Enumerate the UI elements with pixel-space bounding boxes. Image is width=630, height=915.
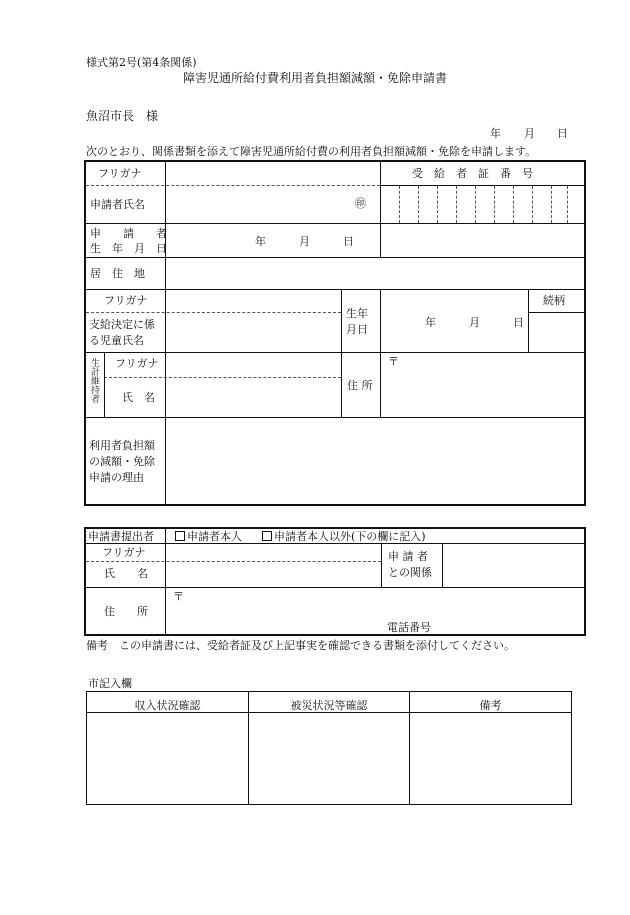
applicant-furigana-label: フリガナ bbox=[98, 167, 142, 180]
applicant-dob-label-1: 申 請 者 bbox=[90, 227, 167, 240]
office-table-title: 市記入欄 bbox=[88, 677, 132, 690]
guardian-name-label: 氏 名 bbox=[122, 391, 155, 404]
applicant-name-label: 申請者氏名 bbox=[90, 198, 145, 211]
applicant-dob-label-2: 生 年 月 日 bbox=[90, 242, 167, 255]
child-name-label: 支給決定に係る児童氏名 bbox=[89, 318, 155, 347]
child-dob-label: 生年月日 bbox=[346, 307, 368, 336]
intro-text: 次のとおり、関係書類を添えて障害児通所給付費の利用者負担額減額・免除を申請します。 bbox=[86, 145, 537, 158]
office-col-income: 収入状況確認 bbox=[134, 699, 201, 712]
office-col-disaster: 被災状況等確認 bbox=[290, 699, 368, 712]
option-self[interactable]: 申請者本人 bbox=[175, 531, 242, 542]
option-other[interactable]: 申請者本人以外(下の欄に記入) bbox=[262, 531, 426, 542]
date-month-label: 月 bbox=[524, 127, 535, 140]
date-day-label: 日 bbox=[557, 127, 568, 140]
address-label: 居 住 地 bbox=[90, 267, 145, 280]
submitter-postal-mark: 〒 bbox=[173, 590, 184, 603]
document-title: 障害児通所給付費利用者負担額減額・免除申請書 bbox=[183, 71, 448, 85]
phone-label: 電話番号 bbox=[387, 621, 431, 634]
reason-label: 利用者負担額の減額・免除申請の理由 bbox=[89, 439, 155, 484]
note-text: 備考 この申請書には、受給者証及び上記事実を確認できる書類を添付してください。 bbox=[86, 639, 515, 652]
guardian-vertical-label: 生計維持者 bbox=[89, 358, 99, 403]
child-dob-value: 年 月 日 bbox=[425, 316, 524, 329]
addressee: 魚沼市長 様 bbox=[86, 109, 159, 123]
relationship-label: 続柄 bbox=[543, 294, 565, 307]
seal-mark: ㊞ bbox=[355, 197, 366, 210]
office-col-remarks: 備考 bbox=[479, 699, 502, 712]
form-number: 様式第2号(第4条関係) bbox=[86, 56, 197, 69]
submitter-label: 申請書提出者 bbox=[88, 530, 154, 543]
guardian-address-label: 住 所 bbox=[347, 379, 373, 392]
applicant-dob-value: 年 月 日 bbox=[255, 235, 354, 248]
submitter-address-label: 住 所 bbox=[104, 605, 148, 618]
submitter-relation-label: 申 請 者との関係 bbox=[388, 550, 432, 579]
postal-mark: 〒 bbox=[388, 355, 399, 368]
checkbox-self[interactable] bbox=[175, 531, 185, 541]
submitter-name-label: 氏 名 bbox=[104, 567, 148, 580]
child-furigana-label: フリガナ bbox=[104, 294, 148, 307]
recipient-cert-no-label: 受 給 者 証 番 号 bbox=[412, 167, 533, 180]
guardian-furigana-label: フリガナ bbox=[115, 357, 159, 370]
checkbox-other[interactable] bbox=[262, 531, 272, 541]
submitter-furigana-label: フリガナ bbox=[102, 546, 146, 559]
date-year-label: 年 bbox=[490, 127, 501, 140]
